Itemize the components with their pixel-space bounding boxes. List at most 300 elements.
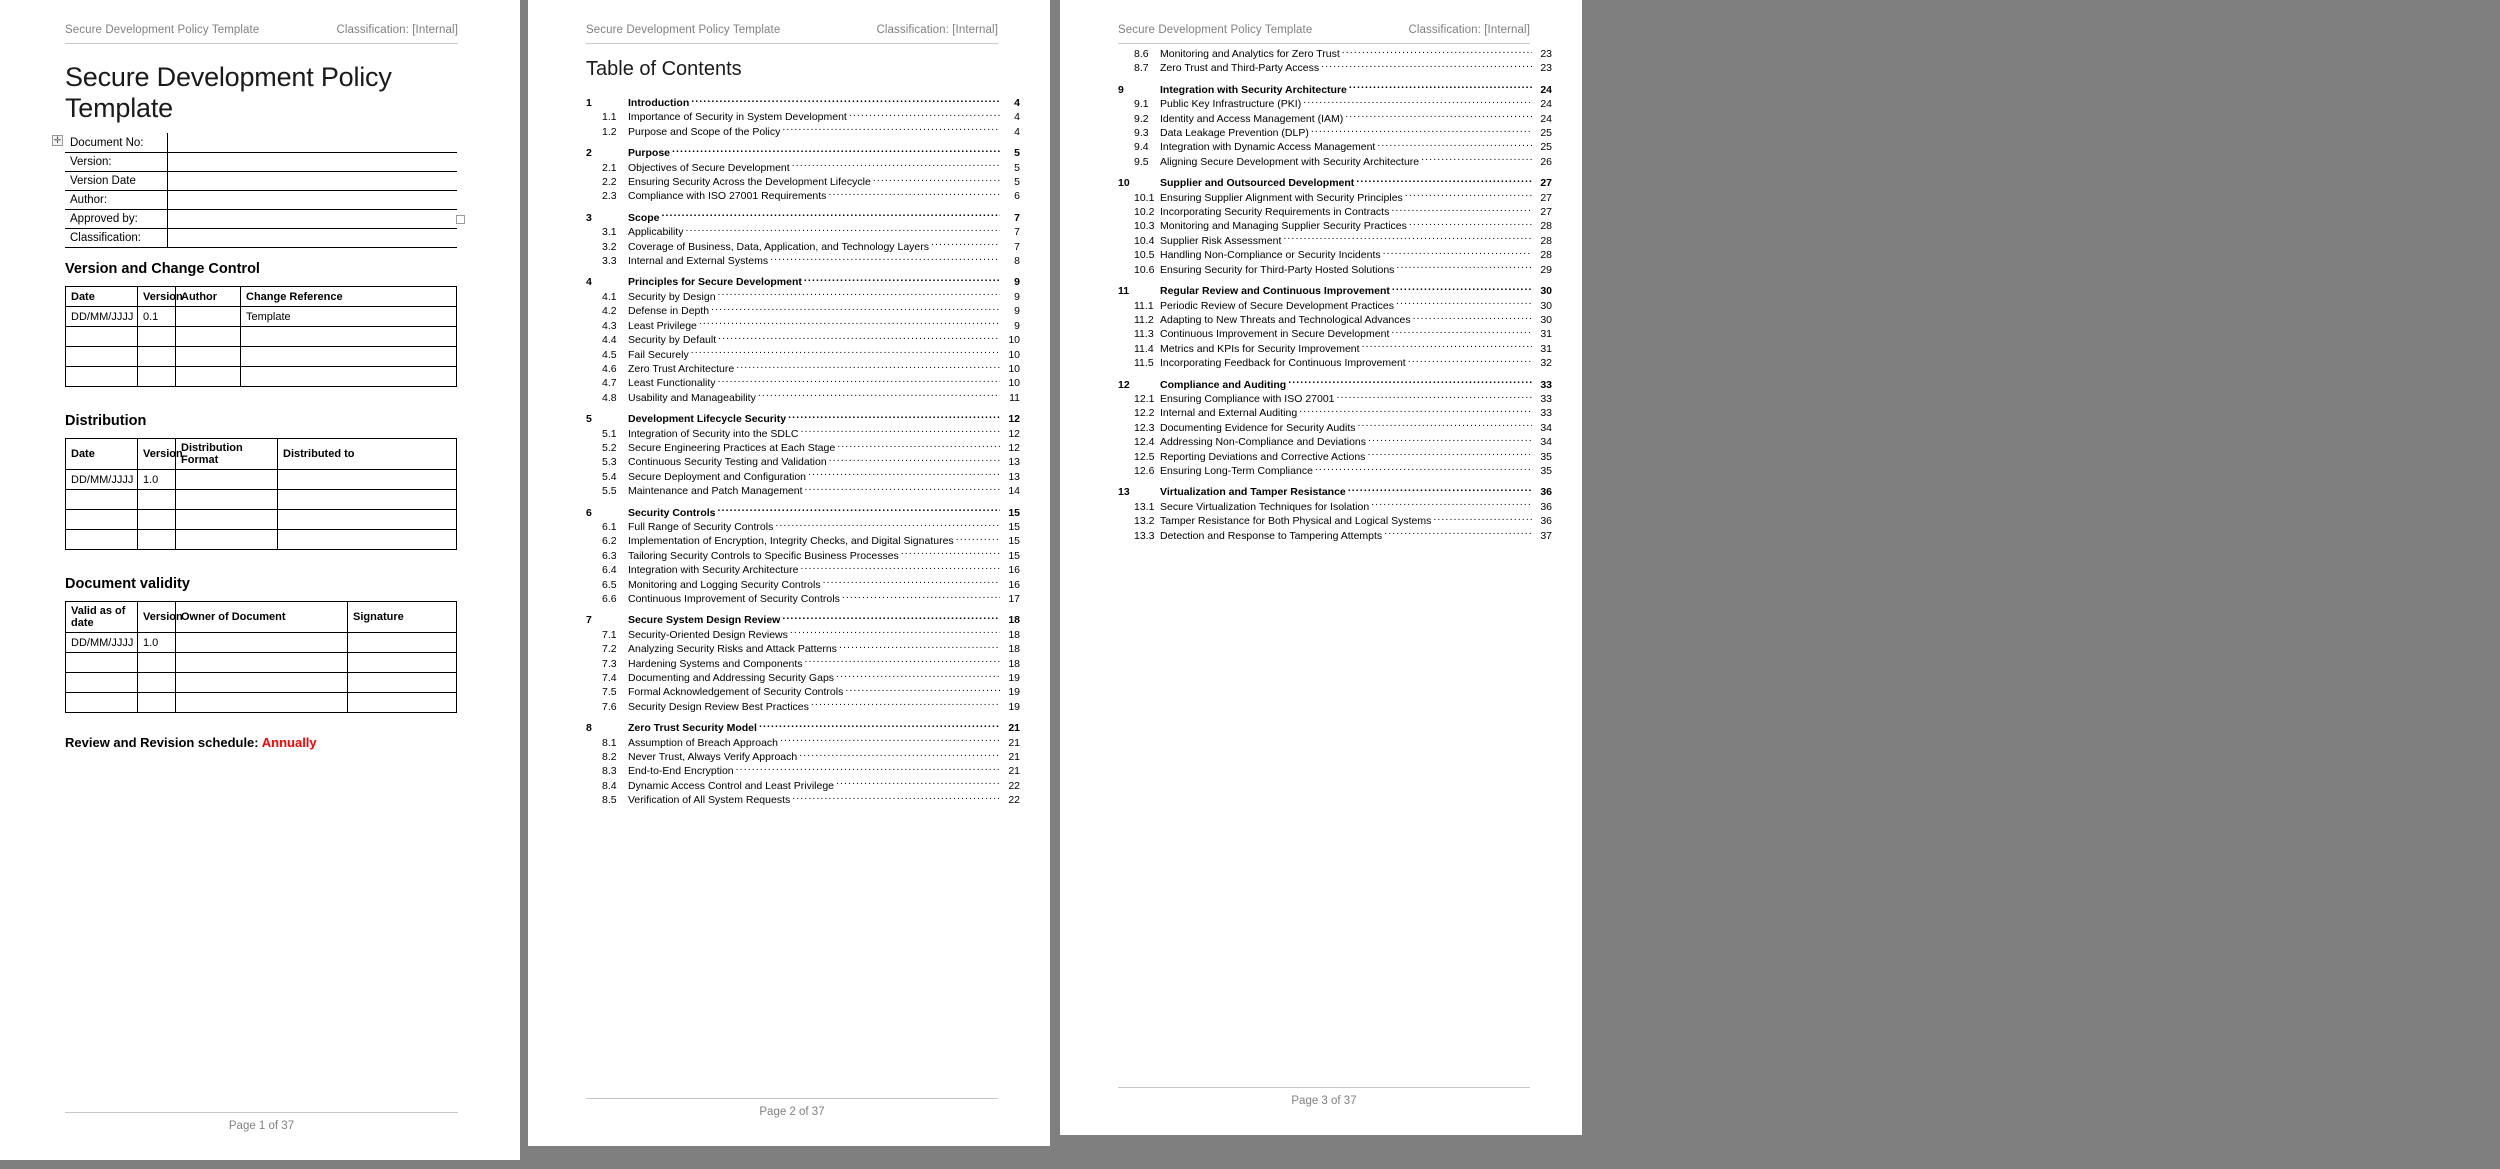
toc-entry-number: 5 [586, 413, 592, 426]
toc-entry[interactable] [1118, 190, 1552, 204]
toc-leader-dots [931, 239, 1000, 250]
toc-entry[interactable] [1118, 111, 1552, 125]
toc-entry-title: Security-Oriented Design Reviews [628, 628, 788, 641]
table-cell[interactable] [66, 530, 138, 550]
metadata-value[interactable] [167, 153, 457, 172]
table-cell[interactable] [348, 653, 457, 673]
toc-entry-number: 5.2 [602, 441, 617, 454]
toc-entry-number: 8.7 [1134, 62, 1149, 75]
toc-entry-page-number: 15 [1008, 549, 1020, 562]
toc-leader-dots [1303, 96, 1532, 107]
table-cell[interactable] [176, 470, 278, 490]
toc-entry-title: Importance of Security in System Development [628, 111, 847, 124]
toc-entry-page-number: 34 [1540, 421, 1552, 434]
toc-entry-page-number: 8 [1014, 255, 1020, 268]
toc-entry[interactable] [1118, 175, 1552, 189]
table-cell[interactable] [278, 510, 457, 530]
table-cell[interactable]: DD/MM/JJJJ [66, 307, 138, 327]
toc-entry-number: 8.3 [602, 765, 617, 778]
review-schedule-value: Annually [261, 735, 317, 751]
version-control-header-row [66, 287, 457, 307]
document-page-2[interactable] [528, 0, 1050, 1146]
toc-entry-page-number: 10 [1008, 334, 1020, 347]
page-number-label: Page 2 of 37 [759, 1106, 825, 1118]
table-cell[interactable] [138, 490, 176, 510]
toc-entry-page-number: 34 [1540, 436, 1552, 449]
toc-entry[interactable] [586, 289, 1020, 303]
table-cell[interactable] [241, 327, 457, 347]
toc-entry-page-number: 31 [1540, 342, 1552, 355]
metadata-value[interactable] [167, 172, 457, 191]
toc-entry-title: Never Trust, Always Verify Approach [628, 751, 798, 764]
toc-entry-title: Internal and External Systems [628, 255, 769, 268]
toc-entry-page-number: 25 [1540, 141, 1552, 154]
toc-entry[interactable] [586, 95, 1020, 109]
toc-entry[interactable] [586, 174, 1020, 188]
table-cell[interactable] [66, 510, 138, 530]
distribution-heading: Distribution [65, 413, 147, 430]
toc-entry-number: 4.7 [602, 377, 617, 390]
toc-entry-page-number: 4 [1014, 97, 1020, 109]
toc-entry-number: 2.3 [602, 190, 617, 203]
toc-leader-dots [1391, 326, 1532, 337]
toc-entry[interactable] [586, 577, 1020, 591]
toc-entry-number: 7.1 [602, 628, 617, 641]
toc-entry-title: Metrics and KPIs for Security Improvement [1160, 342, 1360, 355]
toc-entry-title: Implementation of Encryption, Integrity Checks, and Digital Signatures [628, 535, 954, 548]
version-control-column-header: Version [138, 287, 176, 307]
table-row [66, 510, 457, 530]
toc-entry[interactable] [1118, 154, 1552, 168]
toc-entry[interactable] [586, 792, 1020, 806]
toc-leader-dots [1288, 377, 1532, 388]
toc-entry-page-number: 23 [1540, 62, 1552, 75]
toc-entry-number: 6.4 [602, 564, 617, 577]
toc-entry-title: Secure Engineering Practices at Each Stage [628, 441, 836, 454]
page-3-footer [1118, 1087, 1530, 1107]
toc-leader-dots [790, 627, 1000, 638]
toc-entry-page-number: 16 [1008, 564, 1020, 577]
toc-entry[interactable] [586, 699, 1020, 713]
metadata-value[interactable] [167, 210, 457, 229]
validity-header-row [66, 602, 457, 633]
toc-leader-dots [837, 440, 1000, 451]
metadata-value[interactable] [167, 134, 457, 153]
toc-leader-dots [1367, 449, 1532, 460]
toc-entry[interactable] [1118, 204, 1552, 218]
toc-entry-page-number: 24 [1540, 83, 1552, 96]
toc-entry-number: 2 [586, 147, 592, 160]
toc-entry[interactable] [586, 411, 1020, 425]
toc-leader-dots [1413, 312, 1532, 323]
toc-entry[interactable] [1118, 484, 1552, 498]
header-title-left: Secure Development Policy Template [65, 24, 260, 36]
toc-entry-title: Incorporating Feedback for Continuous Improvement [1160, 357, 1406, 370]
table-cell[interactable] [348, 633, 457, 653]
table-row [66, 653, 457, 673]
toc-leader-dots [1315, 463, 1532, 474]
table-cell[interactable] [241, 367, 457, 387]
toc-entry[interactable] [1118, 513, 1552, 527]
toc-entry-page-number: 33 [1540, 407, 1552, 420]
metadata-row [65, 134, 457, 153]
toc-entry-number: 12.4 [1134, 436, 1155, 449]
toc-entry-title: Integration with Security Architecture [628, 564, 799, 577]
toc-entry[interactable] [586, 361, 1020, 375]
toc-entry-title: Integration with Security Architecture [1160, 83, 1347, 96]
toc-leader-dots [1396, 262, 1532, 273]
distribution-table [65, 438, 457, 550]
table-cell[interactable] [176, 327, 241, 347]
toc-entry[interactable] [1118, 283, 1552, 297]
distribution-header-row [66, 439, 457, 470]
toc-entry[interactable] [1118, 312, 1552, 326]
toc-entry-title: Security by Design [628, 290, 716, 303]
toc-entry[interactable] [1118, 434, 1552, 448]
toc-entry-title: Scope [628, 211, 660, 224]
toc-entry[interactable] [1118, 377, 1552, 391]
toc-entry[interactable] [586, 562, 1020, 576]
table-cell[interactable] [138, 693, 176, 713]
toc-leader-dots [718, 289, 1000, 300]
toc-entry-number: 12.3 [1134, 421, 1155, 434]
table-cell[interactable] [138, 347, 176, 367]
document-page-1[interactable] [0, 0, 520, 1160]
toc-entry-title: Tamper Resistance for Both Physical and Logical Systems [1160, 515, 1432, 528]
toc-entry-number: 11.4 [1134, 342, 1154, 355]
table-cell[interactable] [348, 673, 457, 693]
toc-entry[interactable] [586, 347, 1020, 361]
header-title-left: Secure Development Policy Template [1118, 24, 1313, 36]
table-cell[interactable] [176, 653, 348, 673]
toc-entry-page-number: 30 [1540, 285, 1552, 298]
toc-entry[interactable] [586, 735, 1020, 749]
toc-entry[interactable] [1118, 82, 1552, 96]
toc-entry-number: 3 [586, 211, 592, 224]
toc-entry-number: 8.1 [602, 736, 617, 749]
toc-entry-title: Zero Trust and Third-Party Access [1160, 62, 1320, 75]
toc-entry[interactable] [586, 505, 1020, 519]
table-cell[interactable]: DD/MM/JJJJ [66, 633, 138, 653]
toc-leader-dots [685, 224, 1000, 235]
document-page-3[interactable] [1060, 0, 1582, 1135]
toc-entry[interactable] [1118, 528, 1552, 542]
toc-entry-page-number: 30 [1540, 299, 1552, 312]
toc-entry[interactable] [586, 375, 1020, 389]
toc-entry-page-number: 24 [1540, 112, 1552, 125]
table-cell[interactable] [66, 653, 138, 673]
toc-entry-title: Regular Review and Continuous Improvement [1160, 285, 1390, 298]
toc-entry[interactable] [586, 239, 1020, 253]
toc-entry[interactable] [1118, 405, 1552, 419]
table-cell[interactable] [66, 693, 138, 713]
toc-entry-title: Security by Default [628, 334, 717, 347]
toc-entry-title: Dynamic Access Control and Least Privilege [628, 779, 835, 792]
toc-entry[interactable] [586, 188, 1020, 202]
toc-entry-page-number: 31 [1540, 328, 1552, 341]
table-cell[interactable] [278, 490, 457, 510]
table-cell[interactable] [278, 470, 457, 490]
toc-entry-page-number: 27 [1540, 191, 1552, 204]
table-cell[interactable]: 0.1 [138, 307, 176, 327]
toc-entry-title: Secure System Design Review [628, 614, 781, 627]
table-cell[interactable] [278, 530, 457, 550]
toc-entry-number: 6.5 [602, 578, 617, 591]
toc-entry[interactable] [586, 612, 1020, 626]
toc-leader-dots [1405, 190, 1532, 201]
table-row [66, 633, 457, 653]
table-cell[interactable]: 1.0 [138, 633, 176, 653]
distribution-column-header: Distribution Format [176, 439, 278, 470]
toc-entry-page-number: 9 [1014, 276, 1020, 289]
toc-entry-number: 9.2 [1134, 112, 1149, 125]
toc-entry-number: 12.1 [1134, 392, 1155, 405]
metadata-value[interactable] [167, 229, 457, 248]
toc-entry-number: 1.2 [602, 125, 617, 138]
toc-entry[interactable] [586, 160, 1020, 174]
validity-column-header: Valid as of date [66, 602, 138, 633]
toc-entry[interactable] [586, 109, 1020, 123]
toc-leader-dots [1311, 125, 1532, 136]
table-cell[interactable]: DD/MM/JJJJ [66, 470, 138, 490]
toc-entry[interactable] [1118, 341, 1552, 355]
toc-leader-dots [792, 160, 1000, 171]
toc-leader-dots [758, 390, 1000, 401]
toc-leader-dots [842, 591, 1000, 602]
toc-leader-dots [799, 749, 1000, 760]
toc-entry[interactable] [586, 210, 1020, 224]
toc-entry-page-number: 17 [1008, 593, 1020, 605]
table-row [66, 490, 457, 510]
table-cell[interactable] [66, 673, 138, 693]
toc-leader-dots [1396, 298, 1532, 309]
toc-entry-number: 1 [586, 97, 592, 109]
toc-leader-dots [804, 274, 1000, 285]
toc-entry-number: 8.5 [602, 794, 617, 807]
table-cell[interactable] [176, 633, 348, 653]
toc-entry[interactable] [586, 454, 1020, 468]
toc-entry[interactable] [1118, 391, 1552, 405]
toc-entry[interactable] [586, 548, 1020, 562]
page-number-label: Page 3 of 37 [1291, 1095, 1357, 1107]
table-cell[interactable] [176, 673, 348, 693]
toc-entry-page-number: 9 [1014, 319, 1020, 332]
toc-entry-page-number: 26 [1540, 155, 1552, 168]
table-move-handle-icon[interactable]: ✛ [53, 135, 62, 146]
toc-leader-dots [1409, 218, 1532, 229]
toc-leader-dots [711, 303, 1000, 314]
table-cell[interactable] [138, 530, 176, 550]
toc-entry[interactable] [1118, 499, 1552, 513]
table-cell[interactable] [138, 367, 176, 387]
toc-title: Table of Contents [586, 58, 742, 80]
toc-entry[interactable] [586, 469, 1020, 483]
toc-entry-title: Detection and Response to Tampering Attempts [1160, 529, 1383, 542]
toc-leader-dots [792, 792, 1000, 803]
page-gutter-2 [1050, 0, 1060, 1160]
toc-entry-page-number: 15 [1008, 520, 1020, 533]
metadata-label: Document No: [65, 134, 167, 153]
toc-entry-page-number: 7 [1014, 240, 1020, 253]
table-cell[interactable] [66, 347, 138, 367]
toc-leader-dots [759, 720, 1000, 731]
toc-entry[interactable] [1118, 96, 1552, 110]
toc-entry[interactable] [586, 426, 1020, 440]
toc-entry[interactable] [1118, 298, 1552, 312]
toc-entry-number: 10.4 [1134, 234, 1155, 247]
page-1-footer [65, 1112, 458, 1132]
toc-entry[interactable] [586, 483, 1020, 497]
toc-entry[interactable] [586, 440, 1020, 454]
page-gutter-1 [520, 0, 528, 1160]
toc-entry-number: 11.3 [1134, 328, 1154, 341]
toc-entry-number: 2.2 [602, 176, 617, 189]
toc-entry[interactable] [586, 390, 1020, 404]
validity-column-header: Owner of Document [176, 602, 348, 633]
table-cell[interactable] [138, 510, 176, 530]
toc-entry[interactable] [586, 332, 1020, 346]
toc-entry[interactable] [586, 533, 1020, 547]
toc-entry[interactable] [1118, 326, 1552, 340]
toc-entry[interactable] [586, 253, 1020, 267]
toc-entry-number: 4.3 [602, 319, 617, 332]
toc-entry-title: Assumption of Breach Approach [628, 736, 779, 749]
table-cell[interactable] [176, 367, 241, 387]
toc-entry[interactable] [1118, 355, 1552, 369]
toc-entry-number: 4.6 [602, 362, 617, 375]
toc-entry[interactable] [1118, 463, 1552, 477]
toc-entry[interactable] [1118, 125, 1552, 139]
toc-entry-number: 6.6 [602, 593, 617, 605]
validity-body [66, 633, 457, 713]
review-schedule-line [65, 735, 457, 750]
toc-entry[interactable] [586, 763, 1020, 777]
toc-entry-number: 5.5 [602, 485, 617, 498]
table-cell[interactable] [176, 347, 241, 367]
toc-entry-page-number: 21 [1008, 722, 1020, 735]
toc-entry[interactable] [586, 749, 1020, 763]
toc-entry[interactable] [586, 303, 1020, 317]
toc-entry[interactable] [1118, 60, 1552, 74]
toc-entry[interactable] [586, 591, 1020, 605]
toc-entry-number: 8.2 [602, 751, 617, 764]
toc-entry-page-number: 36 [1540, 500, 1552, 513]
table-cell[interactable] [241, 347, 457, 367]
toc-leader-dots [873, 174, 1000, 185]
toc-entry-page-number: 21 [1008, 765, 1020, 778]
toc-entry[interactable] [586, 224, 1020, 238]
toc-entry-number: 5.1 [602, 427, 617, 440]
toc-entry-page-number: 27 [1540, 177, 1552, 190]
toc-entry-title: Continuous Improvement in Secure Development [1160, 328, 1390, 341]
table-cell[interactable] [176, 490, 278, 510]
toc-entry-number: 7.2 [602, 643, 617, 656]
table-row [66, 673, 457, 693]
toc-entry-page-number: 22 [1008, 794, 1020, 807]
toc-entry-title: Ensuring Long-Term Compliance [1160, 464, 1313, 477]
toc-entry[interactable] [1118, 233, 1552, 247]
version-control-heading: Version and Change Control [65, 261, 260, 278]
toc-leader-dots [1283, 233, 1532, 244]
toc-entry[interactable] [1118, 139, 1552, 153]
toc-entry-title: Least Privilege [628, 319, 697, 332]
toc-entry-title: Ensuring Compliance with ISO 27001 [1160, 392, 1335, 405]
toc-entry[interactable] [1118, 247, 1552, 261]
table-cell[interactable] [66, 490, 138, 510]
table-cell[interactable] [176, 510, 278, 530]
toc-entry-title: Security Design Review Best Practices [628, 700, 809, 713]
toc-entry[interactable] [1118, 218, 1552, 232]
table-anchor-handle-icon[interactable] [456, 215, 465, 224]
metadata-rows [65, 134, 457, 248]
toc-entry[interactable] [586, 318, 1020, 332]
distribution-column-header: Date [66, 439, 138, 470]
toc-leader-dots [956, 533, 1000, 544]
toc-entry-title: Security Controls [628, 506, 716, 519]
toc-entry[interactable] [586, 656, 1020, 670]
toc-entry-title: Addressing Non-Compliance and Deviations [1160, 436, 1367, 449]
metadata-row [65, 172, 457, 191]
table-cell[interactable] [66, 327, 138, 347]
table-cell[interactable] [138, 653, 176, 673]
table-cell[interactable] [138, 327, 176, 347]
table-cell[interactable]: 1.0 [138, 470, 176, 490]
toc-entry-number: 4.5 [602, 348, 617, 361]
metadata-value[interactable] [167, 191, 457, 210]
toc-leader-dots [1368, 434, 1532, 445]
toc-entry-title: Ensuring Security for Third-Party Hosted Solutions [1160, 263, 1395, 276]
toc-entry-number: 12.6 [1134, 464, 1155, 477]
toc-entry-page-number: 21 [1008, 736, 1020, 749]
toc-entry[interactable] [586, 670, 1020, 684]
toc-entry[interactable] [586, 145, 1020, 159]
table-cell[interactable] [66, 367, 138, 387]
distribution-column-header: Distributed to [278, 439, 457, 470]
toc-entry-title: Supplier and Outsourced Development [1160, 177, 1355, 190]
toc-entry-page-number: 4 [1014, 125, 1020, 138]
toc-entry[interactable] [1118, 46, 1552, 60]
toc-entry-page-number: 33 [1540, 378, 1552, 391]
table-cell[interactable] [176, 530, 278, 550]
table-cell[interactable]: Template [241, 307, 457, 327]
table-cell[interactable] [176, 307, 241, 327]
toc-entry[interactable] [1118, 449, 1552, 463]
toc-entry[interactable] [586, 778, 1020, 792]
toc-entry[interactable] [586, 684, 1020, 698]
toc-entry[interactable] [586, 627, 1020, 641]
toc-entry[interactable] [586, 274, 1020, 288]
toc-entry-number: 11.1 [1134, 299, 1154, 312]
toc-entry[interactable] [1118, 262, 1552, 276]
toc-entry-number: 7.4 [602, 672, 617, 685]
toc-entry[interactable] [586, 641, 1020, 655]
toc-entry-page-number: 35 [1540, 450, 1552, 463]
toc-entry-title: Identity and Access Management (IAM) [1160, 112, 1344, 125]
toc-entry[interactable] [1118, 420, 1552, 434]
toc-entry[interactable] [586, 124, 1020, 138]
toc-entry[interactable] [586, 720, 1020, 734]
toc-entry-number: 6.3 [602, 549, 617, 562]
table-cell[interactable] [348, 693, 457, 713]
toc-entry-page-number: 36 [1540, 515, 1552, 528]
toc-entry-number: 4.4 [602, 334, 617, 347]
toc-leader-dots [775, 519, 1000, 530]
table-cell[interactable] [176, 693, 348, 713]
toc-entry[interactable] [586, 519, 1020, 533]
table-row [66, 470, 457, 490]
table-cell[interactable] [138, 673, 176, 693]
metadata-label: Approved by: [65, 210, 167, 229]
